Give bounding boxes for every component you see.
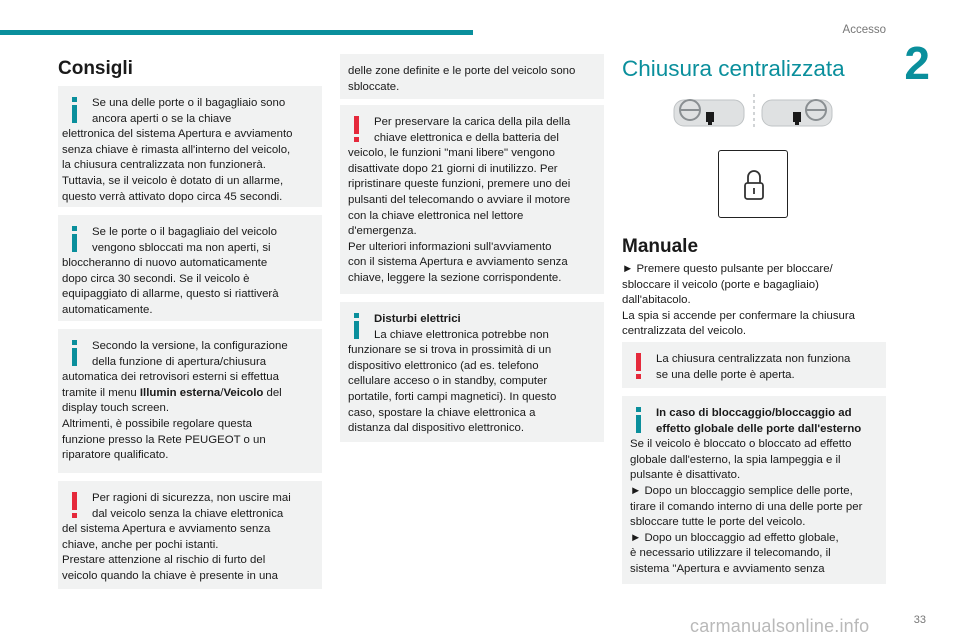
text-line: vengono sbloccati ma non aperti, si [92,241,271,254]
text-line: bloccheranno di nuovo automaticamente [62,257,268,270]
header-accent-bar [0,30,473,35]
chapter-number: 2 [904,37,930,89]
text-line: dall'abitacolo. [622,294,691,307]
text-line: d'emergenza. [348,225,417,238]
text-line: dopo circa 30 secondi. Se il veicolo è [62,272,250,285]
section-title: Accesso [842,24,886,36]
text-line: La spia si accende per confermare la chiusura [622,309,856,322]
text-line: caso, spostare la chiave elettronica a [348,406,536,419]
continuation-box [340,54,604,99]
page-number: 33 [913,614,926,626]
text-line: La chiusura centralizzata non funziona [656,353,851,365]
text-line: equipaggiato di allarme, questo si riattiverà [62,288,279,301]
text-line: è necessario utilizzare il telecomando, il [630,547,831,560]
text-line: ► Premere questo pulsante per bloccare/ [622,263,833,275]
section-heading-chiusura: Chiusura centralizzata [622,56,845,81]
text-line: Secondo la versione, la configurazione [92,340,288,352]
text-line: disattivate dopo 21 giorni di inutilizzo. Per [348,162,558,175]
text-line: portatile, forti campi magnetici). In questo [348,390,557,403]
text-line: elettronica del sistema Apertura e avviamento [62,128,293,141]
subsection-heading-manuale: Manuale [622,236,699,257]
text-line: del sistema Apertura e avviamento senza [62,523,271,536]
text-line: ► Dopo un bloccaggio ad effetto globale, [630,531,839,544]
text-line: Se le porte o il bagagliaio del veicolo [92,226,277,238]
warning-box-1 [58,481,322,589]
menu-name: Veicolo [223,386,264,399]
info-icon [630,407,646,435]
text-line: sbloccate. [348,80,400,93]
info-box-5 [622,396,886,584]
info-box-2 [58,215,322,321]
text-line: tirare il comando interno di una delle porte per [630,500,863,513]
text-line: con la chiave elettronica nel lettore [348,209,524,222]
box-heading: Disturbi elettrici [374,313,461,325]
section-heading-consigli: Consigli [58,58,133,79]
text-line: sbloccare il veicolo (porte e bagagliaio) [622,278,819,291]
text-line: Per ragioni di sicurezza, non uscire mai [92,492,291,504]
info-box-1 [58,86,322,207]
text-line: chiave, anche per pochi istanti. [62,538,219,551]
central-locking-button [718,150,788,218]
text-line: riparatore qualificato. [62,449,169,462]
text-line: pulsante è disattivato. [630,469,741,482]
warning-box-2 [340,105,604,294]
text-line: senza chiave è rimasta all'interno del veicolo, [62,143,291,156]
warning-box-3 [622,342,886,388]
warning-icon [348,116,364,144]
text-line: veicolo quando la chiave è presente in una [62,569,278,582]
text-line: Se il veicolo è bloccato o bloccato ad effetto [630,438,852,451]
text-line: dispositivo elettronico (ad es. telefono [348,359,539,372]
text-line: chiave, leggere la sezione corrispondente. [348,271,562,284]
text-line: funzionare se si trova in prossimità di un [348,344,552,357]
box-heading: In caso di bloccaggio/bloccaggio ad [656,407,852,419]
text-line: ancora aperti o se la chiave [92,112,232,125]
text-line: pulsanti del telecomando o avviare il motore [348,193,571,206]
text-line: dal veicolo senza la chiave elettronica [92,507,284,520]
watermark: carmanualsonline.info [690,616,870,636]
text-line: con il sistema Apertura e avviamento senza [348,256,568,269]
text-line: ► Dopo un bloccaggio semplice delle porte, [630,484,853,497]
text-line-menu: tramite il menu Illumin esterna/Veicolo del [62,386,282,399]
text-line: automaticamente. [62,303,153,316]
text-line: chiave elettronica e della batteria del [374,131,559,144]
text-line: delle zone definite e le porte del veicolo sono [348,65,576,77]
warning-icon [66,492,82,520]
text-line: Se una delle porte o il bagagliaio sono [92,97,286,109]
steering-wheel-diagram [670,92,835,132]
lock-icon [719,151,789,219]
text-line: La chiave elettronica potrebbe non [374,328,549,341]
text-line: se una delle porte è aperta. [656,368,795,381]
text-line: Altrimenti, è possibile regolare questa [62,417,252,430]
text-line: distanza dal dispositivo elettronico. [348,422,525,435]
warning-icon [630,353,646,381]
steering-wheel-icon [762,100,832,126]
text-line: questo verrà attivato dopo circa 45 secondi. [62,190,283,203]
menu-name: Illumin esterna [139,386,221,399]
info-box-3 [58,329,322,473]
text-line: Tuttavia, se il veicolo è dotato di un allarme, [62,174,284,187]
manual-instructions [622,262,886,340]
text-line: sbloccare tutte le porte del veicolo. [630,516,806,529]
text-line: della funzione di apertura/chiusura [92,355,267,368]
text-line: funzione presso la Rete PEUGEOT o un [62,433,266,446]
text-line: display touch screen. [62,402,170,415]
text-line: centralizzata del veicolo. [622,325,747,338]
text-line: cellulare acceso o in standby, computer [348,375,548,388]
text-line: Per ulteriori informazioni sull'avviamento [348,240,552,253]
steering-wheel-icon [674,100,744,126]
box-heading: effetto globale delle porte dall'esterno [656,422,862,435]
text-line: sistema "Apertura e avviamento senza [630,562,825,575]
text-line: ripristinare queste funzioni, premere uno dei [348,178,571,191]
text-line: automatica dei retrovisori esterni si effettua [62,371,279,384]
text-line: la chiusura centralizzata non funzionerà. [62,159,266,172]
info-icon [66,97,82,125]
info-icon [66,226,82,254]
text-line: globale dall'esterno, la spia lampeggia e il [630,453,841,466]
info-icon [348,313,364,341]
text-line: Prestare attenzione al rischio di furto del [62,554,266,567]
text-line: veicolo, le funzioni "mani libere" vengono [348,147,555,160]
info-icon [66,340,82,368]
text-line: Per preservare la carica della pila della [374,116,571,128]
info-box-4 [340,302,604,442]
